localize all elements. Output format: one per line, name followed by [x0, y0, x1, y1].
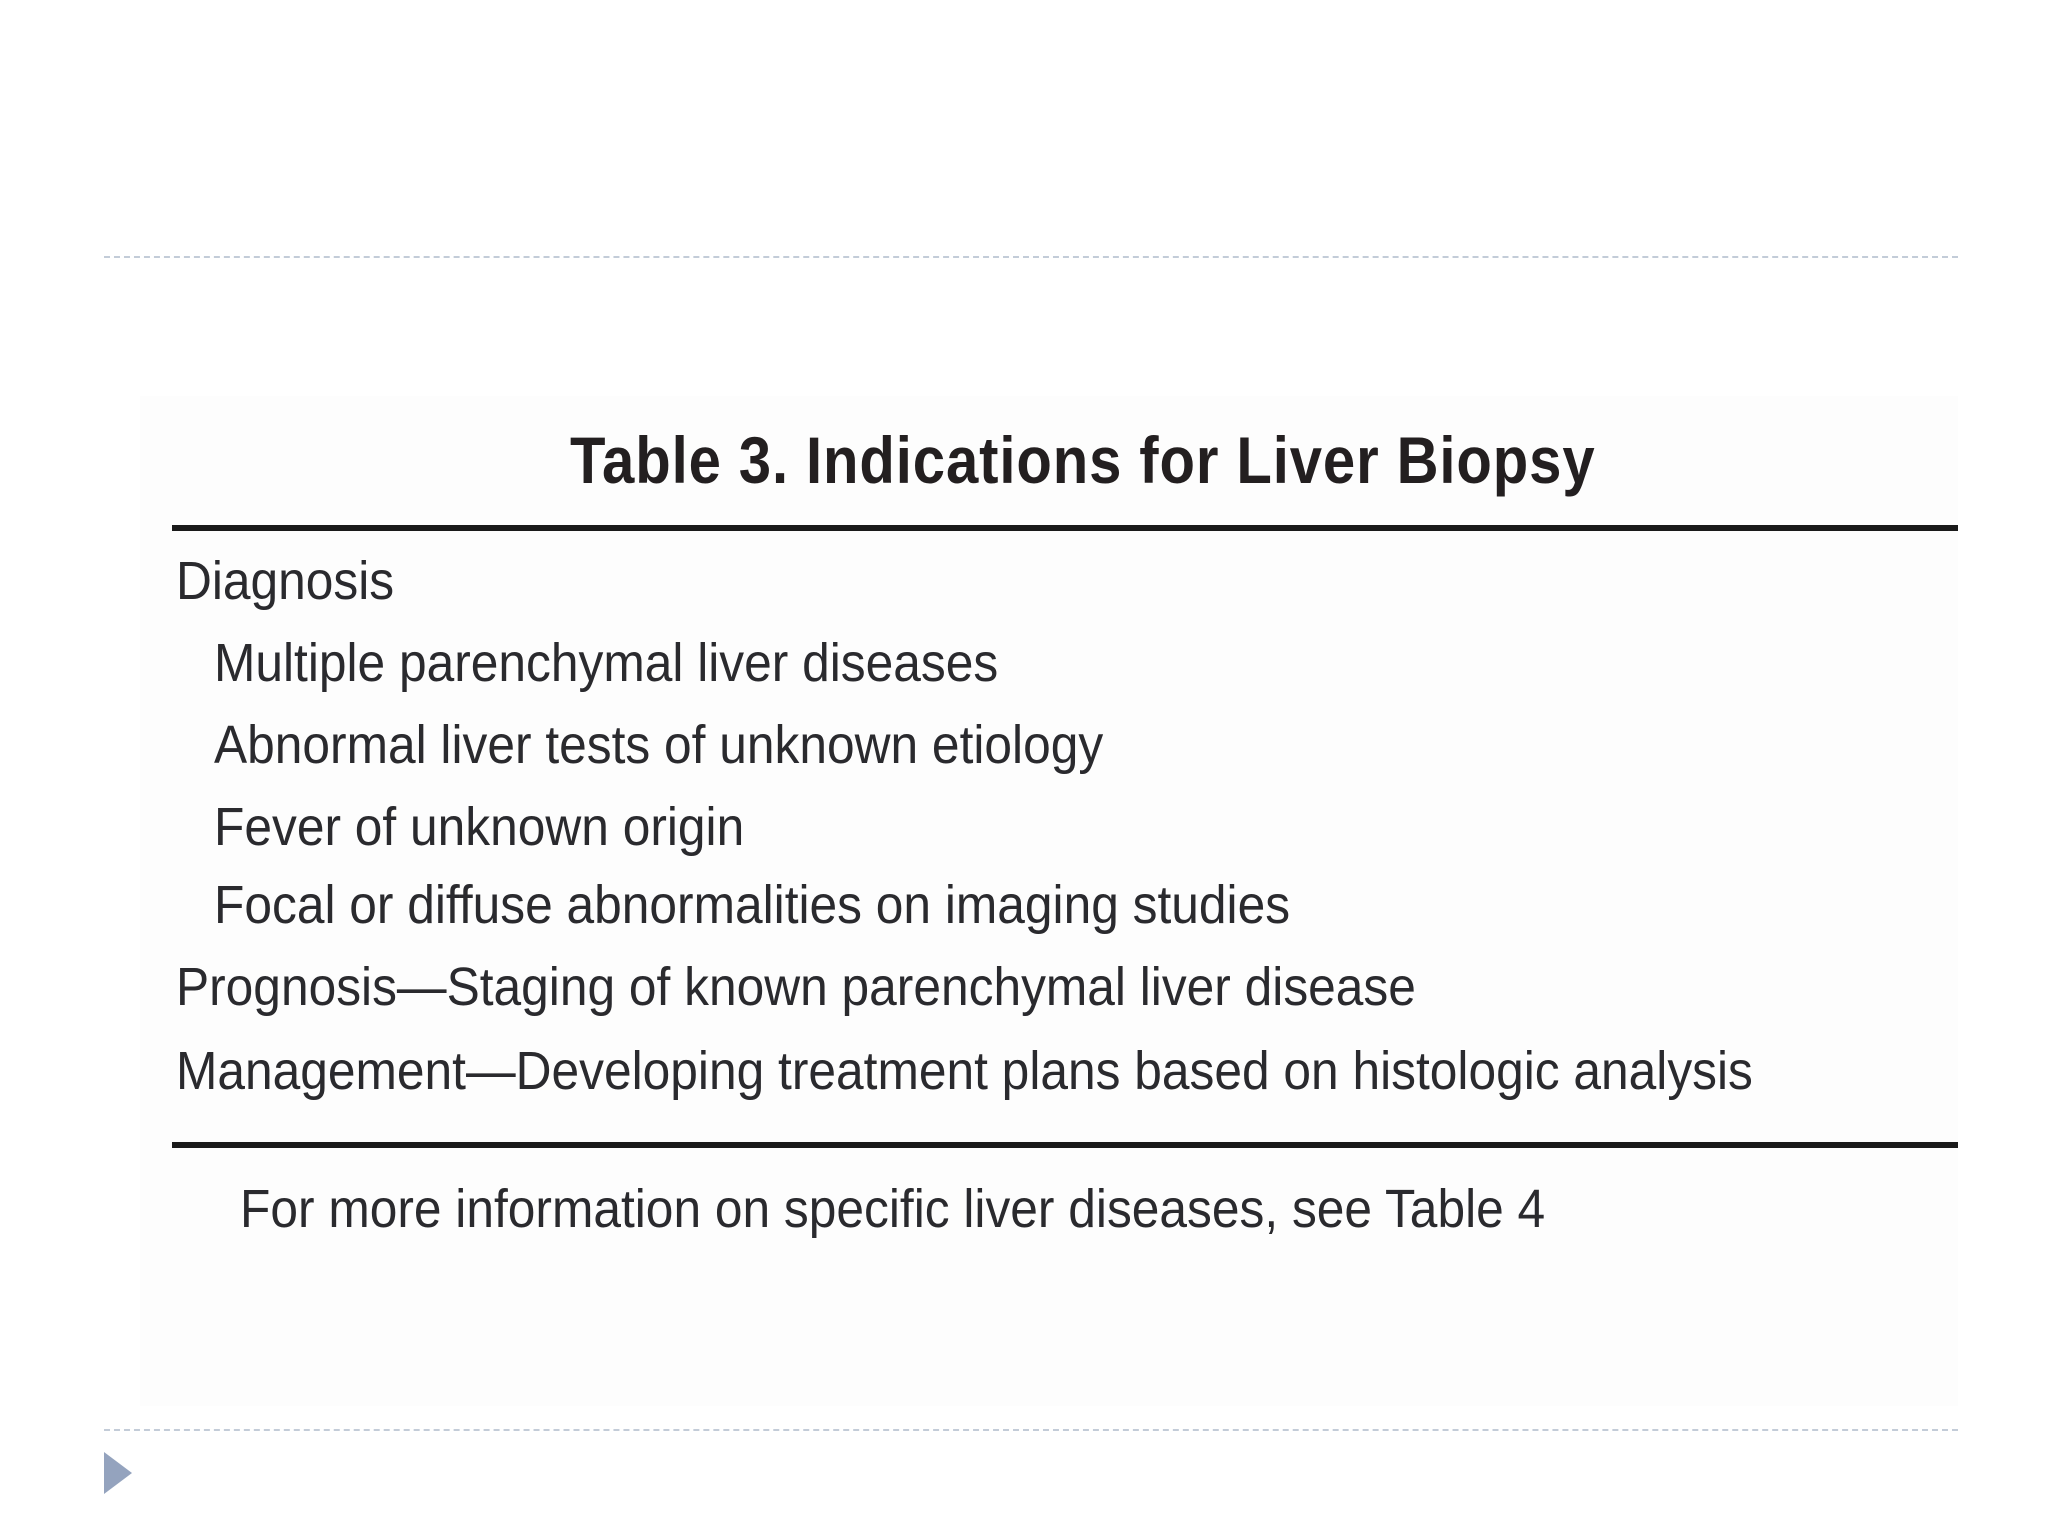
row-fever-unknown-origin: Fever of unknown origin: [214, 797, 745, 857]
table-title: Table 3. Indications for Liver Biopsy: [570, 423, 1596, 497]
row-focal-diffuse: Focal or diffuse abnormalities on imaging studies: [214, 875, 1291, 935]
row-diagnosis: Diagnosis: [176, 551, 395, 611]
row-multiple-parenchymal: Multiple parenchymal liver diseases: [214, 633, 999, 693]
table-bottom-rule: [172, 1142, 1958, 1148]
table-footnote: For more information on specific liver diseases, see Table 4: [240, 1179, 1546, 1239]
top-divider: [104, 256, 1958, 258]
row-management: Management—Developing treatment plans based on histologic analysis: [176, 1041, 1753, 1101]
table-top-rule: [172, 525, 1958, 531]
triangle-right-icon: [104, 1452, 132, 1494]
row-abnormal-liver-tests: Abnormal liver tests of unknown etiology: [214, 715, 1104, 775]
row-prognosis: Prognosis—Staging of known parenchymal liver disease: [176, 957, 1416, 1017]
bottom-divider: [104, 1429, 1958, 1431]
